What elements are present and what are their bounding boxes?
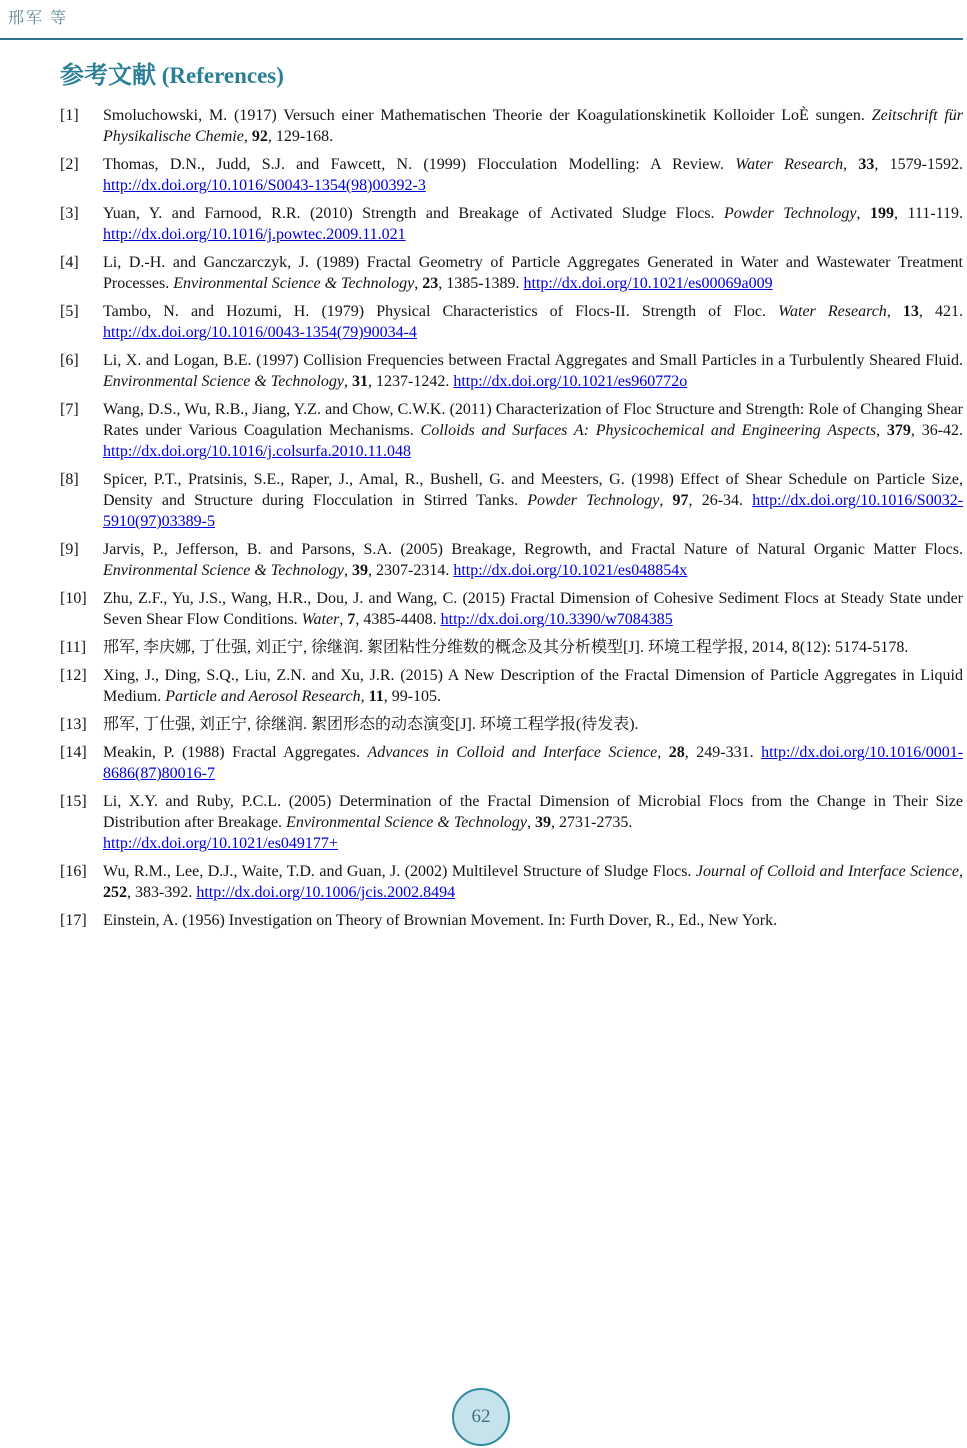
reference-label: [13]	[60, 716, 87, 733]
reference-label: [10]	[60, 590, 87, 607]
page-number: 62	[471, 1406, 491, 1427]
reference-label: [4]	[60, 254, 79, 271]
text-segment: 邢军, 李庆娜, 丁仕强, 刘正宁, 徐继润. 絮团粘性分维数的概念及其分析模型[J]. 环境工程学报, 2014, 8(12): 5174-5178.	[103, 639, 909, 656]
reference-item	[60, 588, 963, 630]
text-segment: , 36-42.	[910, 422, 964, 439]
text-segment: , 421.	[918, 303, 964, 320]
reference-text	[103, 156, 963, 194]
reference-item	[60, 861, 963, 903]
reference-text	[103, 205, 963, 243]
text-segment: ,	[243, 128, 252, 145]
text-segment: , 26-34.	[688, 492, 753, 509]
running-header-author: 邢军 等	[8, 10, 69, 27]
reference-label: [1]	[60, 107, 79, 124]
text-segment: ,	[414, 275, 423, 292]
text-segment: ,	[886, 303, 903, 320]
text-segment: ,	[657, 744, 669, 761]
reference-label: [11]	[60, 639, 87, 656]
text-segment: Journal of Colloid and Interface Science	[695, 863, 960, 880]
doi-link[interactable]: http://dx.doi.org/10.3390/w7084385	[440, 611, 673, 628]
references-heading-zh: 参考文献	[60, 62, 156, 89]
text-segment: Li, X. and Logan, B.E. (1997) Collision Frequencies between Fractal Aggregates and Small Particles in a Turbulently Sheared Fluid.	[103, 352, 963, 369]
reference-text	[103, 107, 963, 145]
reference-text	[103, 352, 963, 390]
text-segment: , 111-119.	[893, 205, 964, 222]
reference-text	[103, 793, 963, 852]
text-segment: 23	[422, 275, 439, 292]
reference-label: [17]	[60, 912, 87, 929]
text-segment: , 2307-2314.	[367, 562, 454, 579]
reference-label: [12]	[60, 667, 87, 684]
reference-item	[60, 301, 963, 343]
reference-text	[103, 590, 963, 628]
reference-item	[60, 252, 963, 294]
reference-text	[103, 667, 963, 705]
text-segment: , 2731-2735.	[551, 814, 633, 831]
doi-link[interactable]: http://dx.doi.org/10.1016/0043-1354(79)90034-4	[103, 324, 417, 341]
text-segment: 33	[858, 156, 875, 173]
text-segment: 28	[668, 744, 685, 761]
reference-item	[60, 399, 963, 462]
reference-text	[103, 716, 639, 733]
doi-link[interactable]: http://dx.doi.org/10.1016/j.colsurfa.2010.11.048	[103, 443, 411, 460]
content-area	[60, 55, 963, 938]
text-segment: , 1237-1242.	[367, 373, 454, 390]
reference-label: [8]	[60, 471, 79, 488]
text-segment: Wang, D.S., Wu, R.B., Jiang, Y.Z. and Chow, C.W.K. (2011) Characterization of Floc Structure and Strength: Role of Changing Shear Rates under Various Coagulation Mechanisms.	[103, 401, 963, 439]
page-number-badge	[452, 1388, 510, 1446]
text-segment: 39	[535, 814, 552, 831]
text-segment: , 99-105.	[383, 688, 442, 705]
reference-label: [16]	[60, 863, 87, 880]
reference-text	[103, 863, 963, 901]
text-segment: Powder Technology	[724, 205, 857, 222]
text-segment: ,	[843, 156, 859, 173]
reference-label: [9]	[60, 541, 79, 558]
header-divider	[0, 38, 963, 40]
doi-link[interactable]: http://dx.doi.org/10.1016/0001-8686(87)80016-7	[103, 744, 964, 782]
text-segment: , 1579-1592.	[874, 156, 964, 173]
text-segment: ,	[856, 205, 870, 222]
text-segment: 邢军, 丁仕强, 刘正宁, 徐继润. 絮团形态的动态演变[J]. 环境工程学报(待发表).	[103, 716, 639, 733]
text-segment: Li, D.-H. and Ganczarczyk, J. (1989) Fractal Geometry of Particle Aggregates Generated in Water and Wastewater Treatment Processes.	[103, 254, 963, 292]
doi-link[interactable]: http://dx.doi.org/10.1016/j.powtec.2009.11.021	[103, 226, 406, 243]
doi-link[interactable]: http://dx.doi.org/10.1016/S0032-5910(97)03389-5	[103, 492, 964, 530]
text-segment: 379	[886, 422, 911, 439]
text-segment: ,	[343, 562, 352, 579]
reference-item	[60, 203, 963, 245]
reference-item	[60, 154, 963, 196]
text-segment: , 4385-4408.	[355, 611, 441, 628]
text-segment: Xing, J., Ding, S.Q., Liu, Z.N. and Xu, J.R. (2015) A New Description of the Fractal Dimension of Particle Aggregates in Liquid Medium.	[103, 667, 963, 705]
reference-item	[60, 910, 963, 931]
text-segment: Thomas, D.N., Judd, S.J. and Fawcett, N. (1999) Flocculation Modelling: A Review.	[103, 156, 736, 173]
text-segment: Spicer, P.T., Pratsinis, S.E., Raper, J., Amal, R., Bushell, G. and Meesters, G. (1998) Effect of Shear Schedule on Particle Size, Density and Structure during Flocculation in Stirred Tanks.	[103, 471, 963, 509]
reference-item	[60, 791, 963, 854]
reference-item	[60, 665, 963, 707]
reference-text	[103, 254, 963, 292]
text-segment: Water	[301, 611, 340, 628]
text-segment: Tambo, N. and Hozumi, H. (1979) Physical Characteristics of Flocs-II. Strength of Floc.	[103, 303, 779, 320]
text-segment: Water Research	[778, 303, 887, 320]
reference-label: [2]	[60, 156, 79, 173]
references-heading	[60, 55, 963, 90]
text-segment: Li, X.Y. and Ruby, P.C.L. (2005) Determination of the Fractal Dimension of Microbial Flocs from the Change in Their Size Distribution after Breakage.	[103, 793, 963, 831]
reference-item	[60, 742, 963, 784]
text-segment: Water Research	[735, 156, 844, 173]
text-segment: ,	[339, 611, 348, 628]
text-segment: Environmental Science & Technology	[103, 562, 344, 579]
references-list	[60, 105, 963, 931]
text-segment: 92	[251, 128, 268, 145]
doi-link[interactable]: http://dx.doi.org/10.1021/es048854x	[453, 562, 688, 579]
text-segment: Einstein, A. (1956) Investigation on Theory of Brownian Movement. In: Furth Dover, R., Ed., New York.	[103, 912, 778, 929]
text-segment: Particle and Aerosol Research	[165, 688, 361, 705]
reference-label: [7]	[60, 401, 79, 418]
doi-link[interactable]: http://dx.doi.org/10.1021/es960772o	[453, 373, 688, 390]
reference-text	[103, 744, 963, 782]
text-segment: ,	[360, 688, 369, 705]
reference-label: [3]	[60, 205, 79, 222]
reference-text	[103, 639, 908, 656]
reference-label: [6]	[60, 352, 79, 369]
text-segment: Meakin, P. (1988) Fractal Aggregates.	[103, 744, 368, 761]
text-segment: Environmental Science & Technology	[173, 275, 415, 292]
text-segment: 39	[351, 562, 368, 579]
text-segment: ,	[527, 814, 536, 831]
reference-text	[103, 471, 963, 530]
text-segment: Wu, R.M., Lee, D.J., Waite, T.D. and Guan, J. (2002) Multilevel Structure of Sludge Flocs.	[103, 863, 696, 880]
text-segment: Zhu, Z.F., Yu, J.S., Wang, H.R., Dou, J. and Wang, C. (2015) Fractal Dimension of Cohesive Sediment Flocs at Steady State under Seven Shear Flow Conditions.	[103, 590, 963, 628]
text-segment: , 1385-1389.	[438, 275, 524, 292]
text-segment: Zeitschrift für Physikalische Chemie	[103, 107, 964, 145]
text-segment: Environmental Science & Technology	[286, 814, 528, 831]
text-segment: Colloids and Surfaces A: Physicochemical and Engineering Aspects	[420, 422, 877, 439]
text-segment: 31	[351, 373, 368, 390]
reference-text	[103, 912, 777, 929]
reference-item	[60, 714, 963, 735]
doi-link[interactable]: http://dx.doi.org/10.1016/S0043-1354(98)00392-3	[103, 177, 426, 194]
reference-item	[60, 105, 963, 147]
reference-item	[60, 539, 963, 581]
text-segment: 7	[347, 611, 356, 628]
text-segment: Powder Technology	[527, 492, 660, 509]
reference-label: [14]	[60, 744, 87, 761]
reference-label: [15]	[60, 793, 87, 810]
text-segment: , 249-331.	[684, 744, 762, 761]
reference-item	[60, 637, 963, 658]
doi-link[interactable]: http://dx.doi.org/10.1021/es049177+	[103, 835, 338, 852]
text-segment: Environmental Science & Technology	[103, 373, 344, 390]
text-segment: Smoluchowski, M. (1917) Versuch einer Mathematischen Theorie der Koagulationskinetik Kolloider LoÈ sungen.	[103, 107, 872, 124]
reference-item	[60, 350, 963, 392]
text-segment: 199	[869, 205, 894, 222]
text-segment: 13	[902, 303, 919, 320]
references-heading-en: (References)	[156, 63, 284, 88]
text-segment: 97	[672, 492, 689, 509]
text-segment: ,	[659, 492, 673, 509]
text-segment: Jarvis, P., Jefferson, B. and Parsons, S.A. (2005) Breakage, Regrowth, and Fractal Nature of Natural Organic Matter Flocs.	[103, 541, 963, 558]
text-segment: ,	[959, 863, 964, 880]
doi-link[interactable]: http://dx.doi.org/10.1021/es00069a009	[523, 275, 773, 292]
reference-item	[60, 469, 963, 532]
text-segment: Yuan, Y. and Farnood, R.R. (2010) Strength and Breakage of Activated Sludge Flocs.	[103, 205, 725, 222]
text-segment: , 129-168.	[267, 128, 334, 145]
reference-text	[103, 303, 963, 341]
reference-label: [5]	[60, 303, 79, 320]
text-segment: 11	[368, 688, 384, 705]
text-segment: 252	[103, 884, 127, 901]
reference-text	[103, 401, 963, 460]
reference-text	[103, 541, 963, 579]
text-segment: ,	[876, 422, 887, 439]
text-segment: Advances in Colloid and Interface Science	[367, 744, 658, 761]
text-segment: , 383-392.	[127, 884, 197, 901]
doi-link[interactable]: http://dx.doi.org/10.1006/jcis.2002.8494	[196, 884, 456, 901]
text-segment: ,	[343, 373, 352, 390]
